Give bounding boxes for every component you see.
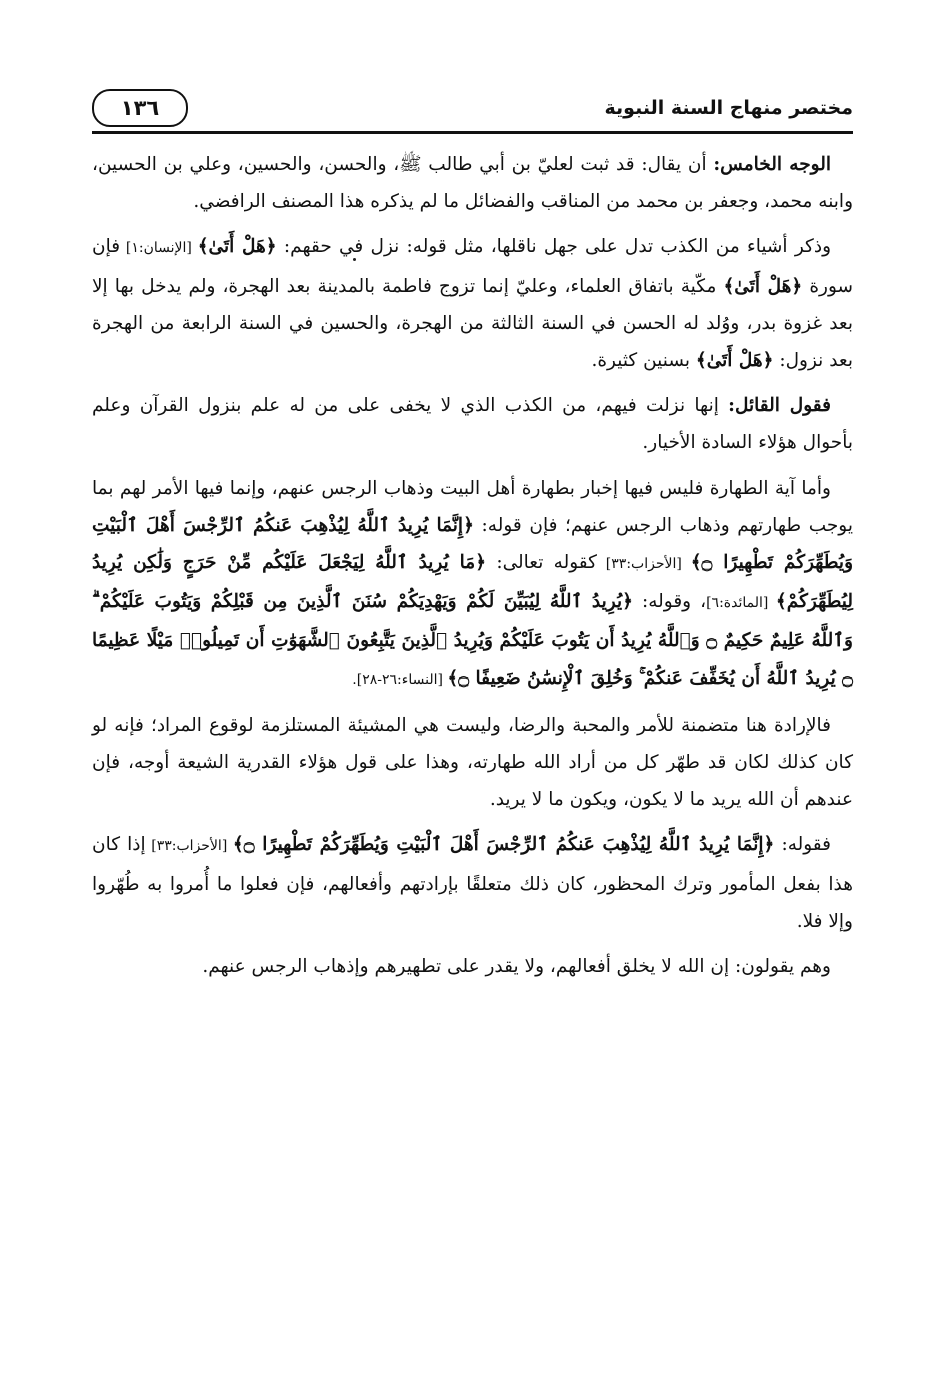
- paragraph-2-text-d: بسنين كثيرة.: [591, 350, 696, 372]
- paragraph-2-text-a: وذكر أشياء من الكذب تدل على جهل ناقلها، مثل قوله: نزل في حقهم:: [276, 236, 831, 258]
- running-title: مختصر منهاج السنة النبوية: [604, 97, 853, 119]
- quran-quote: ﴿هَلْ أَتَىٰ﴾: [723, 275, 803, 297]
- paragraph-6-text-a: فقوله:: [774, 834, 832, 856]
- page-body: [92, 146, 853, 993]
- page-header: [92, 88, 853, 128]
- paragraph-5-text: فالإرادة هنا متضمنة للأمر والمحبة والرضا، وليست هي المشيئة المستلزمة لوقوع المراد؛ فإنه لو كان كذلك لكان قد طهّر كل من أراد الله طهارته، وهذا على قول هؤلاء القدرية الشيعة أوجه، فإن عندهم أن الله يريد ما لا يكون، ويكون ما لا يريد.: [92, 714, 853, 811]
- quran-quote: ﴿يُرِيدُ ٱللَّهُ لِيُبَيِّنَ لَكُمْ وَيَهْدِيَكُمْ سُنَنَ ٱلَّذِينَ مِن قَبْلِكُمْ وَيَتُوبَ عَلَيْكُمْ ۗ وَٱللَّهُ عَلِيمٌ حَكِيمٌ ۝ وَٱللَّهُ يُرِيدُ أَن يَتُوبَ عَلَيْكُمْ وَيُرِيدُ ٱلَّذِينَ يَتَّبِعُونَ ٱلشَّهَوَٰتِ أَن تَمِيلُوا۟ مَيْلًا عَظِيمًا ۝ يُرِيدُ ٱللَّهُ أَن يُخَفِّفَ عَنكُمْ ۚ وَخُلِقَ ٱلْإِنسَٰنُ ضَعِيفًا ۝﴾: [92, 591, 853, 689]
- stray-dot: [353, 258, 356, 261]
- paragraph-6-text-b: إذا كان هذا بفعل المأمور وترك المحظور، كان ذلك متعلقًا بإرادتهم وأفعالهم، فإن فعلوا ما أُمروا به طُهّروا وإلا فلا.: [92, 834, 853, 932]
- paragraph-4-text-b: كقوله تعالى:: [486, 552, 597, 574]
- paragraph-1-text: أن يقال: قد ثبت لعليّ بن أبي طالب ﷺ، والحسن، والحسين، وعلي بن الحسين، وابنه محمد، وجعفر بن محمد من المناقب والفضائل ما لم يذكره هذا المصنف الرافضي.: [92, 154, 853, 213]
- paragraph-7: [92, 948, 853, 985]
- quran-reference: [الإنسان:١]: [120, 240, 198, 257]
- quran-quote: ﴿إِنَّمَا يُرِيدُ ٱللَّهُ لِيُذْهِبَ عَنكُمُ ٱلرِّجْسَ أَهْلَ ٱلْبَيْتِ وَيُطَهِّرَكُمْ تَطْهِيرًا ۝﴾: [232, 834, 775, 856]
- quran-quote: ﴿مَا يُرِيدُ ٱللَّهُ لِيَجْعَلَ عَلَيْكُم مِّنْ حَرَجٍ وَلَٰكِن يُرِيدُ لِيُطَهِّرَكُمْ﴾: [92, 552, 854, 613]
- paragraph-2-text-c: مكّية باتفاق العلماء، وعليّ إنما تزوج فاطمة بالمدينة بعد الهجرة، ولم يدخل بها إلا بعد غزوة بدر، ووُلد له الحسن في السنة الثالثة من الهجرة، والحسين في السنة الرابعة من الهجرة بعد نزول:: [92, 275, 853, 372]
- paragraph-7-text: وهم يقولون: إن الله لا يخلق أفعالهم، ولا يقدر على تطهيرهم وإذهاب الرجس عنهم.: [202, 956, 831, 978]
- paragraph-4-text-a: وأما آية الطهارة فليس فيها إخبار بطهارة أهل البيت وذهاب الرجس عنهم، وإنما فيها الأمر لهم بما يوجب طهارتهم وذهاب الرجس عنهم؛ فإن قوله:: [92, 477, 853, 536]
- paragraph-6: [92, 826, 853, 940]
- header-rule: [92, 131, 853, 134]
- paragraph-4-text-c: ، وقوله:: [633, 591, 707, 613]
- paragraph-1-lead: الوجه الخامس:: [713, 154, 832, 175]
- quran-reference: [المائدة:٦]: [706, 595, 776, 612]
- paragraph-5: [92, 707, 853, 819]
- paragraph-3: [92, 387, 853, 461]
- quran-quote: ﴿إِنَّمَا يُرِيدُ ٱللَّهُ لِيُذْهِبَ عَنكُمُ ٱلرِّجْسَ أَهْلَ ٱلْبَيْتِ وَيُطَهِّرَكُمْ تَطْهِيرًا ۝﴾: [92, 514, 854, 574]
- paragraph-3-text: إنها نزلت فيهم، من الكذب الذي لا يخفى على من له علم بنزول القرآن وعلم بأحوال هؤلاء السادة الأخيار.: [92, 395, 853, 454]
- quran-reference: [الأحزاب:٣٣]: [145, 838, 233, 855]
- paragraph-2: [92, 228, 853, 379]
- paragraph-1: [92, 146, 853, 220]
- quran-reference: [النساء:٢٦-٢٨].: [352, 671, 448, 688]
- paragraph-2-text-b: فإن سورة: [92, 236, 854, 297]
- quran-reference: [الأحزاب:٣٣]: [596, 556, 691, 573]
- page-number: ١٣٦: [92, 89, 188, 127]
- paragraph-3-lead: فقول القائل:: [728, 395, 831, 417]
- paragraph-4: [92, 470, 853, 699]
- quran-quote: ﴿هَلْ أَتَىٰ﴾: [197, 236, 277, 258]
- quran-quote: ﴿هَلْ أَتَىٰ﴾: [695, 350, 774, 372]
